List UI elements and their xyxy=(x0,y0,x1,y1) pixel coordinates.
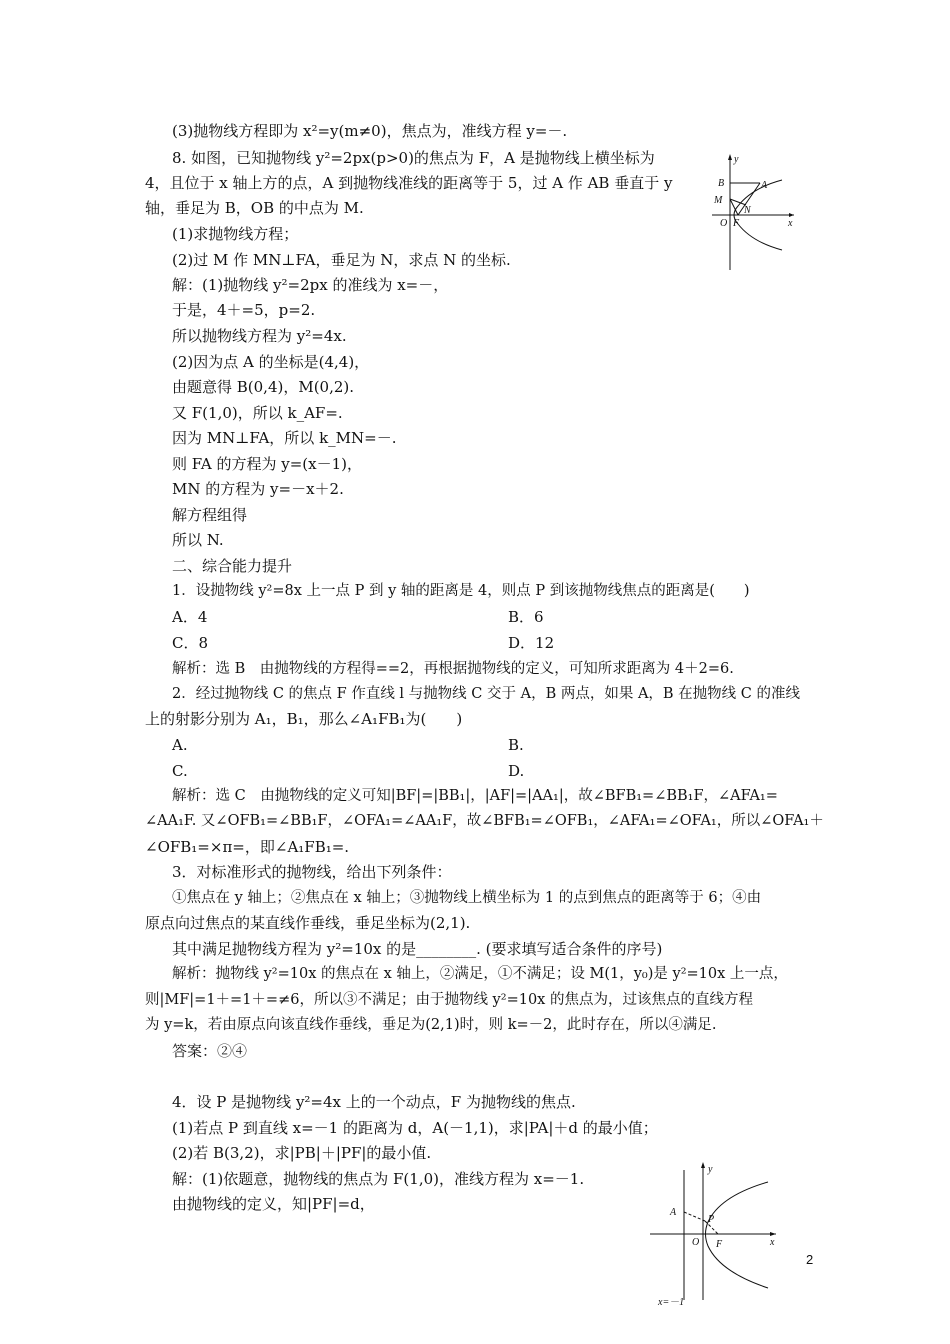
y-arrow xyxy=(701,1162,705,1168)
text-line: 解：(1)抛物线 y²=2px 的准线为 x=－， xyxy=(172,276,449,294)
text-line: 所以 N. xyxy=(172,531,224,549)
text-line: 由题意得 B(0,4)，M(0,2). xyxy=(172,378,355,396)
text-line: (1)若点 P 到直线 x=－1 的距离为 d，A(－1,1)，求|PA|＋d 的最小值； xyxy=(172,1119,658,1137)
figure-label: A xyxy=(670,1207,677,1218)
text-line: 于是，4＋=5，p=2. xyxy=(172,301,316,319)
figure-label: x xyxy=(788,218,793,229)
text-line: 解析：选 C 由抛物线的定义可知|BF|=|BB₁|，|AF|=|AA₁|，故∠BFB₁=∠BB₁F，∠AFA₁= xyxy=(172,788,778,804)
text-line: 所以抛物线方程为 y²=4x. xyxy=(172,327,347,345)
choice-d: D. xyxy=(508,762,525,780)
figure-label: B xyxy=(718,178,725,189)
choice-c: C．8 xyxy=(172,634,209,652)
choice-a: A．4 xyxy=(172,608,208,626)
text-line: ∠OFB₁=×π=，即∠A₁FB₁=. xyxy=(145,838,350,856)
text-line: (2)因为点 A 的坐标是(4,4)， xyxy=(172,353,370,371)
text-line: 又 F(1,0)，所以 k_AF=. xyxy=(172,404,343,422)
y-arrow xyxy=(728,154,732,160)
text-line: 解析：选 B 由抛物线的方程得==2，再根据抛物线的定义，可知所求距离为 4＋2=6. xyxy=(172,661,734,677)
figure-label: N xyxy=(744,205,751,216)
text-line: 解方程组得 xyxy=(172,506,248,524)
choice-b: B．6 xyxy=(508,608,544,626)
text-line: 其中满足抛物线方程为 y²=10x 的是________. (要求填写适合条件的序号) xyxy=(172,940,663,958)
text-line: (1)求抛物线方程； xyxy=(172,225,299,243)
choice-c: C. xyxy=(172,762,188,780)
x-arrow xyxy=(770,1232,776,1236)
figure-label: P xyxy=(708,1214,715,1225)
figure-label: y xyxy=(708,1164,713,1175)
parabola-figure-1 xyxy=(700,150,800,275)
text-line: 因为 MN⊥FA，所以 k_MN=－. xyxy=(172,429,397,447)
text-line: 上的射影分别为 A₁，B₁，那么∠A₁FB₁为( ) xyxy=(145,710,463,728)
choice-d: D．12 xyxy=(508,634,555,652)
text-line: 2．经过抛物线 C 的焦点 F 作直线 l 与抛物线 C 交于 A，B 两点，如果 A，B 在抛物线 C 的准线 xyxy=(172,686,800,702)
text-line: 4，且位于 x 轴上方的点，A 到抛物线准线的距离等于 5，过 A 作 AB 垂直于 y xyxy=(145,174,673,192)
text-line: 解：(1)依题意，抛物线的焦点为 F(1,0)，准线方程为 x=－1. xyxy=(172,1170,585,1188)
page-number: 2 xyxy=(806,1252,814,1267)
section-heading: 二、综合能力提升 xyxy=(172,557,293,575)
segment-ap xyxy=(684,1212,705,1221)
text-line: 3．对标准形式的抛物线，给出下列条件： xyxy=(172,863,452,881)
figure-label: F xyxy=(733,218,740,229)
figure-label: O xyxy=(720,218,728,229)
figure-label: A xyxy=(761,180,768,191)
choice-a: A. xyxy=(172,736,188,754)
text-line: (3)抛物线方程即为 x²=y(m≠0)，焦点为，准线方程 y=－. xyxy=(172,122,568,140)
text-line: 8. 如图，已知抛物线 y²=2px(p>0)的焦点为 F，A 是抛物线上横坐标为 xyxy=(172,149,655,167)
parabola-curve xyxy=(706,1182,769,1288)
text-line: 则 FA 的方程为 y=(x－1)， xyxy=(172,455,362,473)
answer-line: 答案：②④ xyxy=(172,1042,248,1060)
figure-label: O xyxy=(692,1237,700,1248)
parabola-figure-2 xyxy=(640,1160,790,1310)
text-line: MN 的方程为 y=－x＋2. xyxy=(172,480,344,498)
figure-label: y xyxy=(734,154,739,165)
text-line: 4．设 P 是抛物线 y²=4x 上的一个动点，F 为抛物线的焦点. xyxy=(172,1093,576,1111)
text-line: ①焦点在 y 轴上；②焦点在 x 轴上；③抛物线上横坐标为 1 的点到焦点的距离等于 6；④由 xyxy=(172,890,762,906)
choice-b: B. xyxy=(508,736,524,754)
text-line: ∠AA₁F. 又∠OFB₁=∠BB₁F，∠OFA₁=∠AA₁F，故∠BFB₁=∠OFB₁，∠AFA₁=∠OFA₁，所以∠OFA₁＋ xyxy=(145,813,824,829)
figure-label: x=－1 xyxy=(658,1297,685,1308)
text-line: (2)过 M 作 MN⊥FA，垂足为 N，求点 N 的坐标. xyxy=(172,251,511,269)
text-line: 则|MF|=1＋=1＋=≠6，所以③不满足；由于抛物线 y²=10x 的焦点为，过该焦点的直线方程 xyxy=(145,992,753,1008)
text-line: 原点向过焦点的某直线作垂线，垂足坐标为(2,1). xyxy=(145,914,471,932)
figure-label: x xyxy=(770,1237,775,1248)
figure-label: F xyxy=(716,1239,723,1250)
figure-label: M xyxy=(714,195,723,206)
text-line: 解析：抛物线 y²=10x 的焦点在 x 轴上，②满足，①不满足；设 M(1，y₀)是 y²=10x 上一点， xyxy=(172,966,788,982)
text-line: 轴，垂足为 B，OB 的中点为 M. xyxy=(145,199,364,217)
text-line: 为 y=k，若由原点向该直线作垂线，垂足为(2,1)时，则 k=－2，此时存在，所以④满足. xyxy=(145,1017,717,1033)
x-arrow xyxy=(789,213,794,217)
text-line: 由抛物线的定义，知|PF|=d， xyxy=(172,1195,375,1213)
text-line: 1．设抛物线 y²=8x 上一点 P 到 y 轴的距离是 4，则点 P 到该抛物线焦点的距离是( ) xyxy=(172,583,750,599)
text-line: (2)若 B(3,2)，求|PB|＋|PF|的最小值. xyxy=(172,1144,432,1162)
